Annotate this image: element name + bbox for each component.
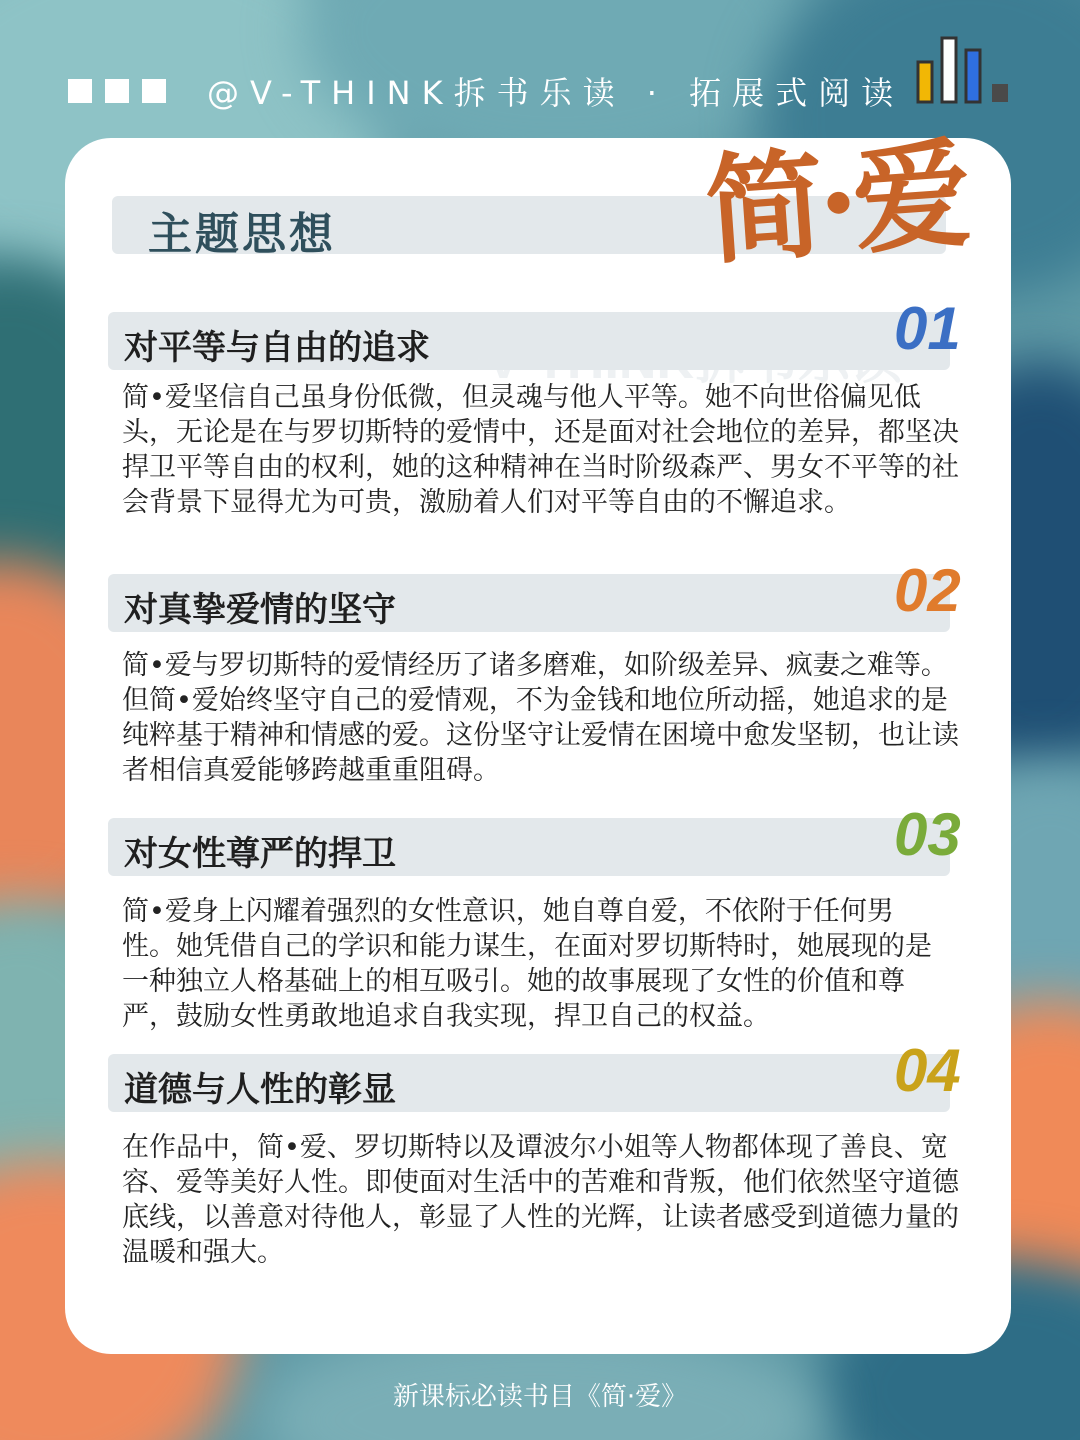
brand-text: @V-THINK拆书乐读 · 拓展式阅读 [207,74,905,112]
section-title: 对真挚爱情的坚守 [124,590,396,630]
section-title-bar [108,1054,950,1112]
section-body: 简•爱与罗切斯特的爱情经历了诸多磨难，如阶级差异、疯妻之难等。但简•爱始终坚守自己的爱情观，不为金钱和地位所动摇，她追求的是纯粹基于精神和情感的爱。这份坚守让爱情在困境中愈发坚韧，也让读者相信真爱能够跨越重重阻碍。 [122,650,959,786]
section-body: 在作品中，简•爱、罗切斯特以及谭波尔小姐等人物都体现了善良、宽容、爱等美好人性。即使面对生活中的苦难和背叛，他们依然坚守道德底线，以善意对待他人，彰显了人性的光辉，让读者感受到道德力量的温暖和强大。 [122,1132,959,1268]
section-title: 道德与人性的彰显 [124,1070,396,1110]
square-icon [142,79,166,103]
section-title: 对女性尊严的捍卫 [124,834,396,874]
bar-logo-icon [914,34,1014,106]
section-title-bar [108,818,950,876]
section-title-bar [108,574,950,632]
section-number: 04 [894,1037,961,1104]
main-title: 主题思想 [148,209,336,260]
section-title: 对平等与自由的追求 [124,328,430,368]
section-body: 简•爱身上闪耀着强烈的女性意识，她自尊自爱，不依附于任何男性。她凭借自己的学识和能力谋生，在面对罗切斯特时，她展现的是一种独立人格基础上的相互吸引。她的故事展现了女性的价值和尊严，鼓励女性勇敢地追求自我实现，捍卫自己的权益。 [122,896,932,1032]
square-icon [68,79,92,103]
section-number: 03 [894,801,961,868]
book-title: 简·爱 [701,124,970,281]
section-title-bar [108,312,950,370]
section-body: 简•爱坚信自己虽身份低微，但灵魂与他人平等。她不向世俗偏见低头，无论是在与罗切斯特的爱情中，还是面对社会地位的差异，都坚决捍卫平等自由的权利，她的这种精神在当时阶级森严、男女不平等的社会背景下显得尤为可贵，激励着人们对平等自由的不懈追求。 [122,382,959,518]
top-brand-bar [68,70,904,112]
section-number: 01 [894,295,961,362]
square-icon [105,79,129,103]
section-number: 02 [894,557,961,624]
footer-text: 新课标必读书目《简·爱》 [392,1382,688,1412]
